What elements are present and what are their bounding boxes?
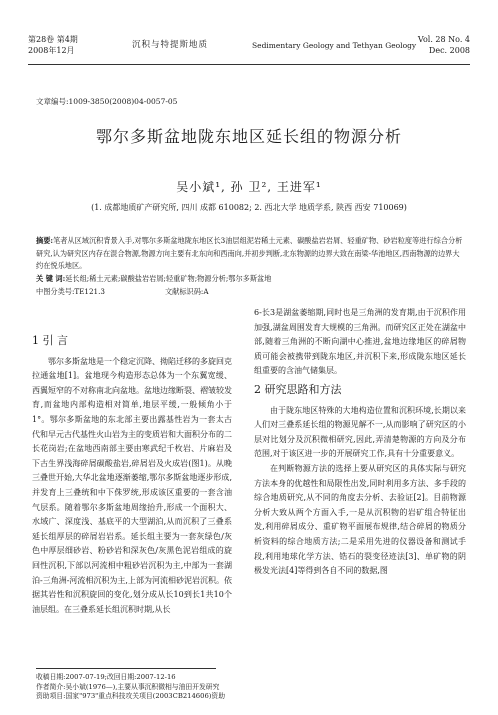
left-column [32,330,232,617]
article-number: 文章编号:1009-3850(2008)04-0057-05 [36,97,178,106]
document-code: 文献标识码:A [164,287,209,296]
author-bio: 作者简介:吴小斌(1976—),主要从事沉积微相与油田开发研究 [36,682,220,691]
footnotes [36,673,456,702]
keywords-text: 延长组;稀土元素;碳酸盐岩岩屑;轻重矿物;物源分析;鄂尔多斯盆地 [65,274,272,283]
received-date: 收稿日期:2007-07-19;改回日期:2007-12-16 [36,673,176,681]
journal-name-cn: 沉积与特提斯地质 [132,40,209,50]
classification [36,287,466,297]
date-cn: 2008年12月 [28,46,75,55]
header-left [28,34,78,56]
volume-cn: 第28卷 第4期 [28,35,78,44]
body-paragraph: 鄂尔多斯盆地是一个稳定沉降、拗陷迁移的多旋回克拉通盆地[1]。盆地现今构造形态总体为一个东翼宽缓、西翼短窄的不对称南北向盆地。盆地边缘断裂、褶皱较发育,而盆地内部构造相对简单,地层平缓,一般倾角小于1°。鄂尔多斯盆地的东北部主要出露基性岩为一套太古代和早元古代基性火山岩为主的变质岩和大面积分布的二长花岗岩;在盆地西南部主要由寒武纪千枚岩、片麻岩及下古生界浅海碎屑碳酸盐岩,碎屑岩及火成岩(图1)。从晚三叠世开始,大华北盆地逐渐萎缩,鄂尔多斯盆地逐步形成,并发育上三叠统和中下侏罗统,形成该区重要的一套含油气层系。随着鄂尔多斯盆地周缘抬升,形成一个面积大、水域广、深度浅、基底平的大型湖泊,从而沉积了三叠系延长组厚层的碎屑岩岩系。延长组主要为一套灰绿色/灰色中厚层细砂岩、粉砂岩和深灰色/灰黑色泥岩组成的旋回性沉积,下部以河流相中粗砂岩沉积为主,中部为一套湖泊-三角洲-河流相沉积为主,上部为河流相砂泥岩沉积。依据其岩性和沉积旋回的变化,划分成从长10到长1共10个油层组。在三叠系延长组沉积时期,从长 [32,356,232,614]
header-divider [28,64,470,65]
right-column [254,306,466,579]
author-list: 吴小斌¹, 孙 卫², 王进军¹ [176,180,322,194]
affiliation: (1. 成都地质矿产研究所, 四川 成都 610082; 2. 西北大学 地质学系, 陕西 西安 710069) [91,203,407,212]
date-en: Dec. 2008 [428,46,470,55]
footnote-divider [36,668,216,669]
header-right [418,34,470,56]
keywords-label: 关 键 词: [36,274,66,283]
keywords [36,273,466,286]
abstract-label: 摘要: [36,236,54,245]
running-header [28,30,470,62]
section-1-heading: 1 引 言 [32,334,68,347]
abstract-text: 笔者从区域沉积背景入手,对鄂尔多斯盆地陇东地区长3油层组泥岩稀土元素、碳酸盐岩岩屑、轻重矿物、砂岩粒度等进行综合分析研究,认为研究区内存在混合物源,物源方向主要有北东向和西南向,并初步判断,北东物源的边界大致在南梁-华池地区,西南物源的边界大约在悦乐地区。 [36,236,463,270]
body-paragraph: 由于陇东地区特殊的大地构造位置和沉积环境,长期以来人们对三叠系延长组的物源见解不一,从而影响了研究区的小层对比划分及沉积微相研究,因此,弄清楚物源的方向及分布范围,对于该区进一步的开展研究工作,具有十分重要意义。 [254,405,466,459]
volume-en: Vol. 28 No. 4 [417,35,470,44]
body-paragraph: 在判断物源方法的选择上要从研究区的具体实际与研究方法本身的优越性和局限性出发,同时利用多方法、多手段的综合地质研究,从不同的角度去分析、去验证[2]。目前物源分析大致从两个方面入手,一是从沉积物的岩矿组合特征出发,利用碎屑成分、重矿物平面展布规律,结合碎屑的物质分析资料的综合地质方法;二是采用先进的仪器设备和测试手段,利用地球化学方法、锆石的裂变径迹法[3]、单矿物的阴极发光法[4]等得到各自不同的数据,图 [254,463,466,576]
clc-number: 中图分类号:TE121.3 [36,287,105,296]
section-2-heading: 2 研究思路和方法 [254,382,342,396]
journal-name-en: Sedimentary Geology and Tethyan Geology [252,41,417,50]
abstract [36,235,466,273]
body-paragraph-continued: 6-长3是湖盆萎缩期,同时也是三角洲的发育期,由于沉积作用加强,湖盆周围发育大规模的三角洲。而研究区正处在湖盆中部,随着三角洲的不断向湖中心推进,盆地边缘地区的碎屑物质可能会被携带到陇东地区,并沉积下来,形成陇东地区延长组重要的含油气储集层。 [254,308,466,376]
article-title: 鄂尔多斯盆地陇东地区延长组的物源分析 [95,127,402,146]
funding: 资助项目:国家"973"重点科技攻关项目(2003CB214606)资助 [36,692,226,700]
